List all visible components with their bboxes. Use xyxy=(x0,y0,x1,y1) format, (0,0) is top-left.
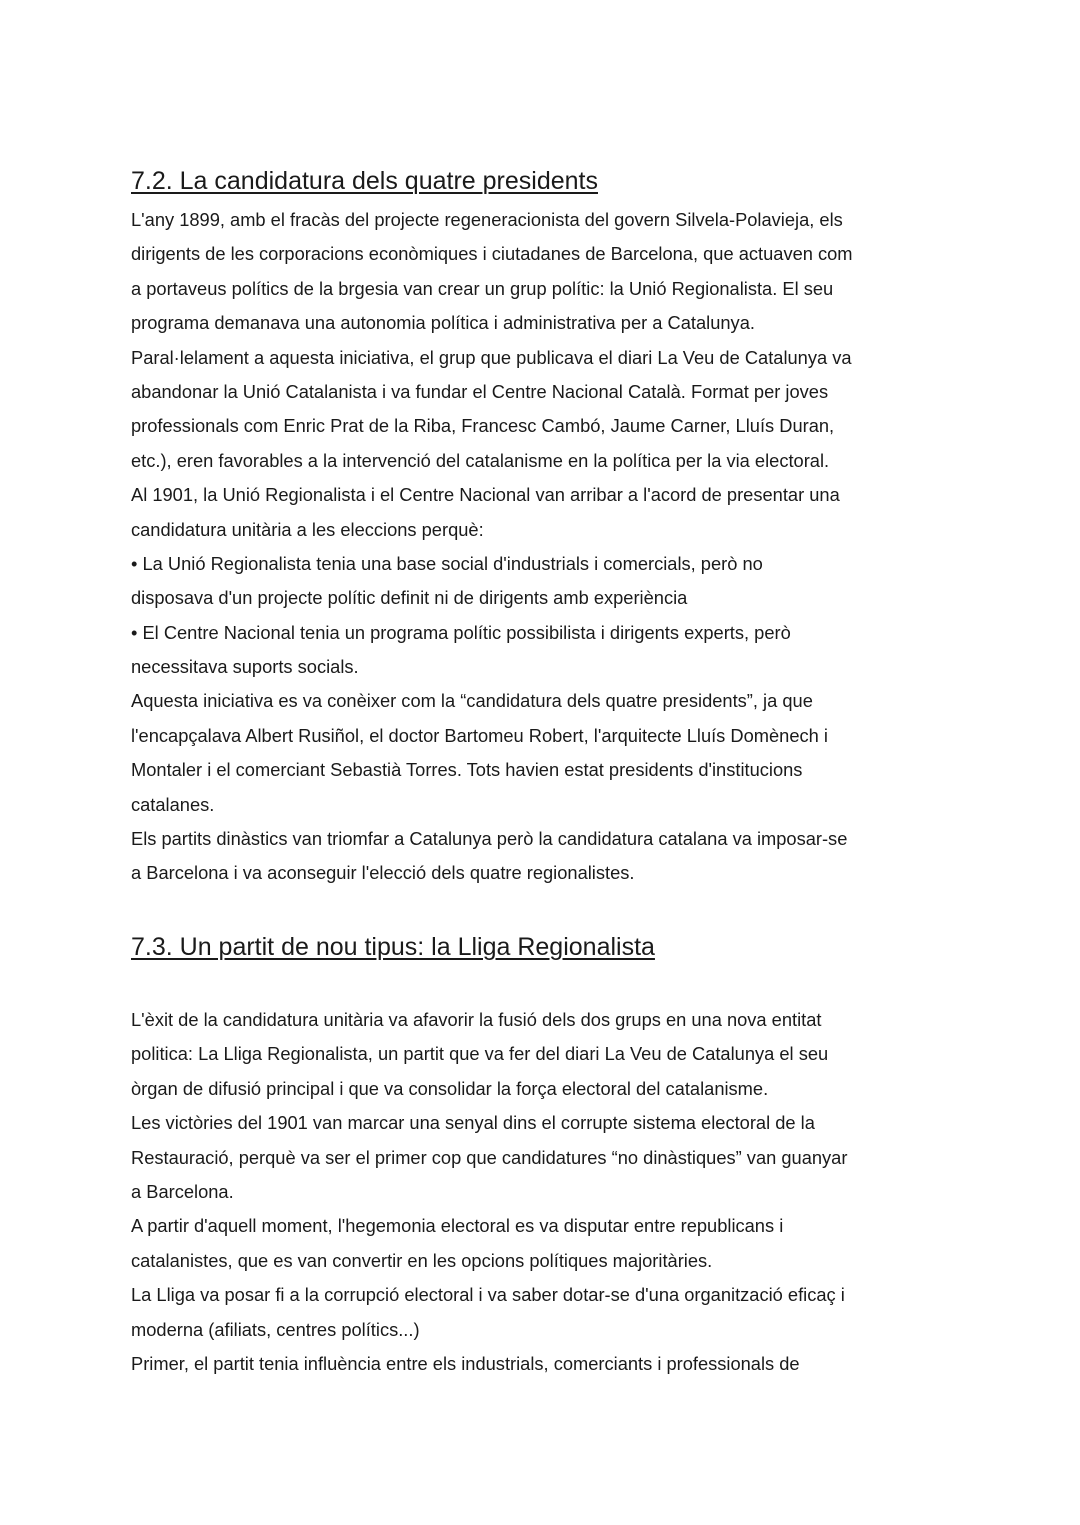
paragraph-line: l'encapçalava Albert Rusiñol, el doctor Bartomeu Robert, l'arquitecte Lluís Domènech i xyxy=(131,724,828,746)
paragraph-line: a portaveus polítics de la brgesia van crear un grup polític: la Unió Regionalista. El seu xyxy=(131,277,834,299)
paragraph-line: catalanistes, que es van convertir en les opcions polítiques majoritàries. xyxy=(131,1249,713,1271)
paragraph-line: moderna (afiliats, centres polítics...) xyxy=(131,1318,420,1340)
paragraph-line: Aquesta iniciativa es va conèixer com la “candidatura dels quatre presidents”, ja que xyxy=(131,690,813,712)
paragraph-line: L'èxit de la candidatura unitària va afavorir la fusió dels dos grups en una nova entitat xyxy=(131,1009,822,1030)
section-heading-7-3: 7.3. Un partit de nou tipus: la Lliga Regionalista xyxy=(131,933,655,961)
paragraph-line: programa demanava una autonomia política i administrativa per a Catalunya. xyxy=(131,312,755,334)
section-body-7-3 xyxy=(131,1003,931,1381)
paragraph-line: candidatura unitària a les eleccions perquè: xyxy=(131,518,484,540)
paragraph-line: Els partits dinàstics van triomfar a Catalunya però la candidatura catalana va imposar-se xyxy=(131,828,848,850)
bullet-item-line: • El Centre Nacional tenia un programa polític possibilista i dirigents experts, però xyxy=(131,621,791,643)
paragraph-line: Primer, el partit tenia influència entre els industrials, comerciants i professionals de xyxy=(131,1352,800,1374)
bullet-item-line: • La Unió Regionalista tenia una base social d'industrials i comercials, però no xyxy=(131,552,763,574)
paragraph-line: Al 1901, la Unió Regionalista i el Centre Nacional van arribar a l'acord de presentar una xyxy=(131,484,840,506)
section-heading-7-2: 7.2. La candidatura dels quatre presidents xyxy=(131,167,598,195)
paragraph-line: dirigents de les corporacions econòmiques i ciutadanes de Barcelona, que actuaven com xyxy=(131,243,853,265)
bullet-item-line: disposava d'un projecte polític definit ni de dirigents amb experiència xyxy=(131,587,688,609)
section-body-7-2 xyxy=(131,203,931,891)
paragraph-line: a Barcelona i va aconseguir l'elecció dels quatre regionalistes. xyxy=(131,862,635,884)
paragraph-line: Restauració, perquè va ser el primer cop que candidatures “no dinàstiques” van guanyar xyxy=(131,1146,848,1168)
bullet-item-line: necessitava suports socials. xyxy=(131,656,359,678)
paragraph-line: A partir d'aquell moment, l'hegemonia electoral es va disputar entre republicans i xyxy=(131,1215,784,1237)
paragraph-line: L'any 1899, amb el fracàs del projecte regeneracionista del govern Silvela-Polavieja, els xyxy=(131,209,843,230)
paragraph-line: abandonar la Unió Catalanista i va fundar el Centre Nacional Català. Format per joves xyxy=(131,380,829,402)
paragraph-line: professionals com Enric Prat de la Riba, Francesc Cambó, Jaume Carner, Lluís Duran, xyxy=(131,415,835,437)
paragraph-line: etc.), eren favorables a la intervenció del catalanisme en la política per la via electoral. xyxy=(131,449,830,471)
paragraph-line: a Barcelona. xyxy=(131,1180,234,1202)
paragraph-line: politica: La Lliga Regionalista, un partit que va fer del diari La Veu de Catalunya el seu xyxy=(131,1043,829,1065)
paragraph-line: Montaler i el comerciant Sebastià Torres. Tots havien estat presidents d'institucions xyxy=(131,759,803,781)
paragraph-line: Paral·lelament a aquesta iniciativa, el grup que publicava el diari La Veu de Catalunya va xyxy=(131,346,852,368)
paragraph-line: La Lliga va posar fi a la corrupció electoral i va saber dotar-se d'una organització eficaç i xyxy=(131,1284,845,1306)
paragraph-line: Les victòries del 1901 van marcar una senyal dins el corrupte sistema electoral de la xyxy=(131,1112,815,1134)
paragraph-line: òrgan de difusió principal i que va consolidar la força electoral del catalanisme. xyxy=(131,1077,769,1099)
paragraph-line: catalanes. xyxy=(131,793,215,815)
